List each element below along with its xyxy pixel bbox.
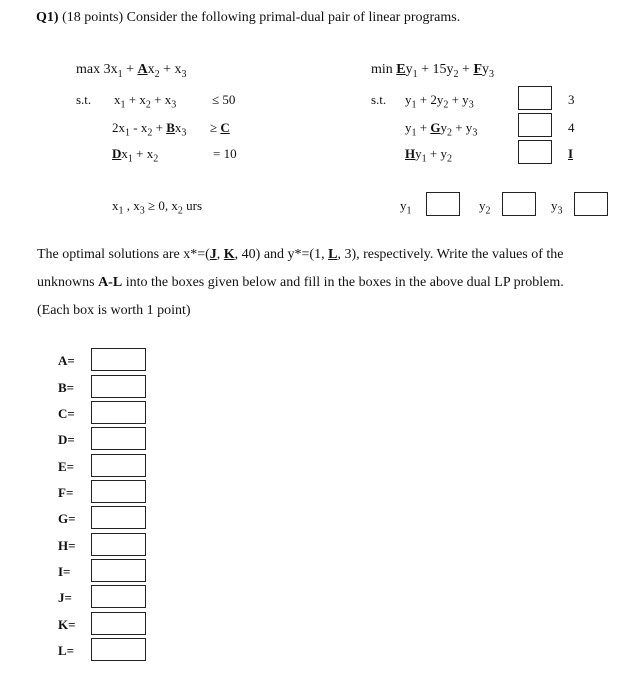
answer-box-J[interactable] [91, 585, 146, 608]
answer-label-H: H= [58, 538, 76, 553]
answer-box-L[interactable] [91, 638, 146, 661]
dual-c2-rhs: 4 [568, 120, 575, 135]
dual-c3-sense-box[interactable] [518, 140, 552, 164]
unknown-L: L [328, 247, 338, 262]
answer-box-I[interactable] [91, 559, 146, 582]
answer-label-K: K= [58, 617, 76, 632]
unknown-E: E [396, 62, 406, 77]
dual-constraint-3: $Hy_1 + y_2$ [405, 146, 452, 165]
unknown-B: B [166, 120, 175, 135]
dual-constraint-2: $y_1 + Gy_2 + y_3$ [405, 120, 478, 139]
answer-box-H[interactable] [91, 533, 146, 556]
dual-objective: $\min Ey_1 + 15y_2 + Fy_3$ [371, 62, 494, 80]
unknown-A: A [137, 62, 148, 77]
primal-st: s.t. [76, 92, 92, 107]
answer-box-E[interactable] [91, 454, 146, 477]
primal-c2-rhs: ≥ C [210, 120, 230, 135]
answer-box-B[interactable] [91, 375, 146, 398]
dual-var-y1-label: $y_1$ [400, 198, 412, 217]
unknown-J: J [209, 247, 217, 262]
primal-c1-rhs: ≤ 50 [212, 92, 236, 107]
unknown-G: G [430, 120, 441, 135]
answer-box-C[interactable] [91, 401, 146, 424]
answer-label-J: J= [58, 590, 72, 605]
question-text: (18 points) Consider the following primal-dual pair of linear programs. [62, 10, 461, 25]
dual-c1-rhs: 3 [568, 92, 575, 107]
primal-c3-rhs: = 10 [213, 146, 237, 161]
answer-box-K[interactable] [91, 612, 146, 635]
answer-label-C: C= [58, 406, 75, 421]
dual-constraint-1: $y_1 + 2y_2 + y_3$ [405, 92, 474, 111]
dual-st: s.t. [371, 92, 387, 107]
dual-y3-sign-box[interactable] [574, 192, 608, 216]
unknown-F: F [473, 62, 482, 77]
answer-box-G[interactable] [91, 506, 146, 529]
instructions-line-2: unknowns A-L into the boxes given below and fill in the boxes in the above dual LP problem. [37, 275, 564, 290]
instructions-line-3: (Each box is worth 1 point) [37, 303, 191, 318]
answer-box-A[interactable] [91, 348, 146, 371]
dual-c1-sense-box[interactable] [518, 86, 552, 110]
question-number: Q1) [36, 10, 59, 25]
unknown-K: K [223, 247, 235, 262]
unknown-I: I [568, 146, 574, 161]
dual-c2-sense-box[interactable] [518, 113, 552, 137]
answer-box-F[interactable] [91, 480, 146, 503]
instructions-line-1: The optimal solutions are x*=(J, K, 40) and y*=(1, L, 3), respectively. Write the values of the [37, 247, 564, 262]
primal-objective: $\max 3x_1 + Ax_2 + x_3$ [76, 62, 187, 80]
answer-label-E: E= [58, 459, 75, 474]
unknown-D: D [112, 146, 122, 161]
question-title [36, 10, 460, 26]
answer-label-L: L= [58, 643, 75, 658]
primal-constraint-1: $x_1 + x_2 + x_3$ [114, 92, 177, 111]
answer-box-D[interactable] [91, 427, 146, 450]
answer-label-D: D= [58, 432, 75, 447]
primal-sign-constraints: $x_1$ , $x_3 \ge 0$, $x_2$ urs [112, 198, 203, 217]
dual-var-y2-label: $y_2$ [479, 198, 491, 217]
answer-label-I: I= [58, 564, 71, 579]
answer-label-A: A= [58, 353, 75, 368]
unknown-C: C [220, 120, 230, 135]
primal-constraint-2: $2x_1 - x_2 + Bx_3$ [112, 120, 187, 139]
answer-label-B: B= [58, 380, 75, 395]
dual-var-y3-label: $y_3$ [551, 198, 563, 217]
answer-label-G: G= [58, 511, 76, 526]
unknown-H: H [405, 146, 416, 161]
dual-y2-sign-box[interactable] [502, 192, 536, 216]
dual-y1-sign-box[interactable] [426, 192, 460, 216]
answer-label-F: F= [58, 485, 74, 500]
primal-constraint-3: $Dx_1 + x_2$ [112, 146, 159, 165]
instructions-paragraph [37, 241, 617, 325]
